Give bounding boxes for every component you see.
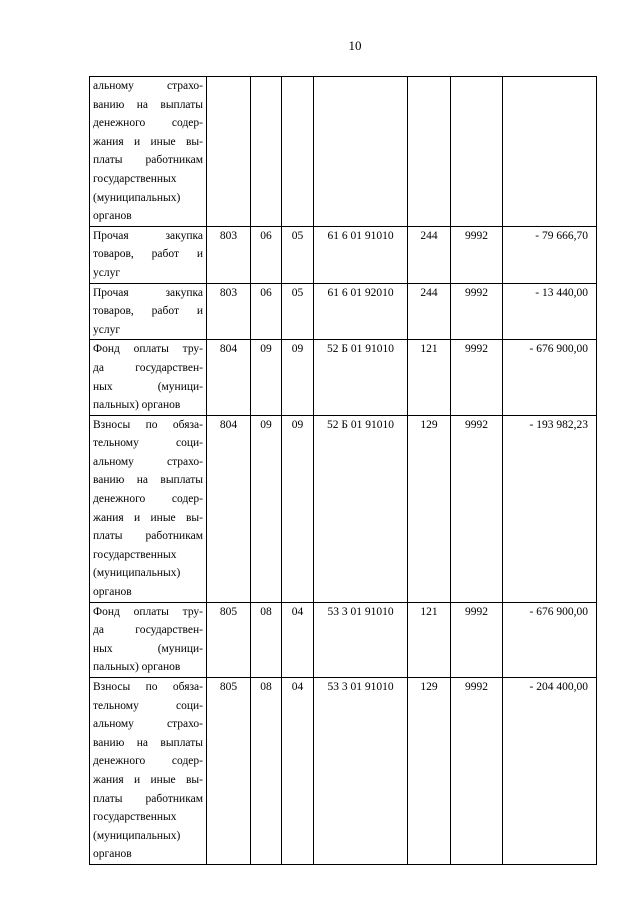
subsection-cell: 05 [282,226,314,283]
expense-name-line: альному страхо- [93,455,203,468]
table-row [90,283,597,340]
target-article-cell [314,77,408,227]
expense-name-line: да государствен- [93,624,203,637]
expense-name-line: Взносы по обяза- [93,681,203,693]
expense-type-cell: 129 [408,415,451,602]
expense-name-line: жания и иные вы- [93,773,203,786]
subsection-cell: 09 [282,340,314,415]
expense-name-line: ванию на выплаты [93,98,203,111]
expense-name-line: да государствен- [93,361,203,374]
expense-name-line: платы работникам [93,530,203,543]
target-article-cell: 61 6 01 92010 [314,283,408,340]
page-number: 10 [348,38,362,53]
table-body [90,77,597,865]
expense-name-line: Прочая закупка [93,286,203,299]
expense-name-line: тельному соци- [93,699,203,712]
expense-name-line: Фонд оплаты тру- [93,343,203,356]
expense-name-line: государственных [93,172,177,185]
expense-name-line: альному страхо- [93,718,203,731]
table-row [90,226,597,283]
expense-type-cell: 244 [408,226,451,283]
expense-name-line: жания и иные вы- [93,135,203,148]
amount-cell: - 204 400,00 [503,678,597,865]
section-cell: 06 [251,283,282,340]
expense-name-line: платы работникам [93,792,203,805]
expense-name-line: ных (муници- [93,380,203,393]
expense-type-cell [408,77,451,227]
amount-cell: - 79 666,70 [503,226,597,283]
subsection-cell: 04 [282,678,314,865]
table-row [90,340,597,415]
expense-name-cell [90,340,207,415]
expense-name-line: денежного содер- [93,755,203,768]
kosgu-cell [451,77,503,227]
admin-code-cell: 805 [207,678,251,865]
expense-name-line: (муниципальных) [93,191,181,204]
expense-name-cell [90,678,207,865]
section-cell [251,77,282,227]
amount-cell: - 676 900,00 [503,602,597,677]
amount-cell: - 13 440,00 [503,283,597,340]
expense-name-line: пальных) органов [93,661,181,674]
expense-name-line: Прочая закупка [93,229,203,242]
expense-type-cell: 121 [408,340,451,415]
expense-name-line: ных (муници- [93,642,203,655]
budget-table [89,76,597,865]
admin-code-cell: 804 [207,340,251,415]
expense-name-line: государственных [93,811,177,824]
section-cell: 08 [251,678,282,865]
expense-name-cell [90,602,207,677]
subsection-cell: 09 [282,415,314,602]
subsection-cell: 04 [282,602,314,677]
subsection-cell [282,77,314,227]
target-article-cell: 61 6 01 91010 [314,226,408,283]
kosgu-cell: 9992 [451,415,503,602]
expense-name-line: (муниципальных) [93,829,181,842]
admin-code-cell: 803 [207,283,251,340]
amount-cell: - 676 900,00 [503,340,597,415]
amount-cell: - 193 982,23 [503,415,597,602]
expense-name-line: платы работникам [93,154,203,167]
expense-name-line: товаров, работ и [93,248,203,261]
expense-name-line: Взносы по обяза- [93,418,203,431]
amount-cell [503,77,597,227]
expense-name-cell [90,226,207,283]
table-row [90,678,597,865]
target-article-cell: 53 3 01 91010 [314,602,408,677]
admin-code-cell: 805 [207,602,251,677]
section-cell: 09 [251,415,282,602]
expense-name-line: (муниципальных) [93,567,181,580]
kosgu-cell: 9992 [451,602,503,677]
target-article-cell: 53 3 01 91010 [314,678,408,865]
admin-code-cell [207,77,251,227]
table-row [90,602,597,677]
kosgu-cell: 9992 [451,226,503,283]
table-row [90,77,597,227]
target-article-cell: 52 Б 01 91010 [314,415,408,602]
expense-name-line: ванию на выплаты [93,736,203,749]
expense-type-cell: 129 [408,678,451,865]
expense-name-line: Фонд оплаты тру- [93,605,203,618]
kosgu-cell: 9992 [451,283,503,340]
section-cell: 06 [251,226,282,283]
expense-name-line: тельному соци- [93,437,203,450]
expense-name-line: органов [93,586,132,599]
expense-type-cell: 244 [408,283,451,340]
admin-code-cell: 804 [207,415,251,602]
expense-name-line: альному страхо- [93,80,203,92]
kosgu-cell: 9992 [451,340,503,415]
expense-name-line: пальных) органов [93,399,181,412]
expense-name-line: жания и иные вы- [93,511,203,524]
expense-type-cell: 121 [408,602,451,677]
expense-name-line: ванию на выплаты [93,474,203,487]
expense-name-cell [90,415,207,602]
expense-name-line: денежного содер- [93,117,203,130]
expense-name-line: органов [93,210,132,223]
target-article-cell: 52 Б 01 91010 [314,340,408,415]
expense-name-line: услуг [93,266,121,279]
section-cell: 09 [251,340,282,415]
expense-name-line: денежного содер- [93,493,203,506]
expense-name-line: услуг [93,323,121,336]
subsection-cell: 05 [282,283,314,340]
expense-name-cell [90,283,207,340]
admin-code-cell: 803 [207,226,251,283]
kosgu-cell: 9992 [451,678,503,865]
expense-name-cell [90,77,207,227]
expense-name-line: товаров, работ и [93,305,203,318]
expense-name-line: государственных [93,548,177,561]
expense-name-line: органов [93,848,132,861]
section-cell: 08 [251,602,282,677]
table-row [90,415,597,602]
